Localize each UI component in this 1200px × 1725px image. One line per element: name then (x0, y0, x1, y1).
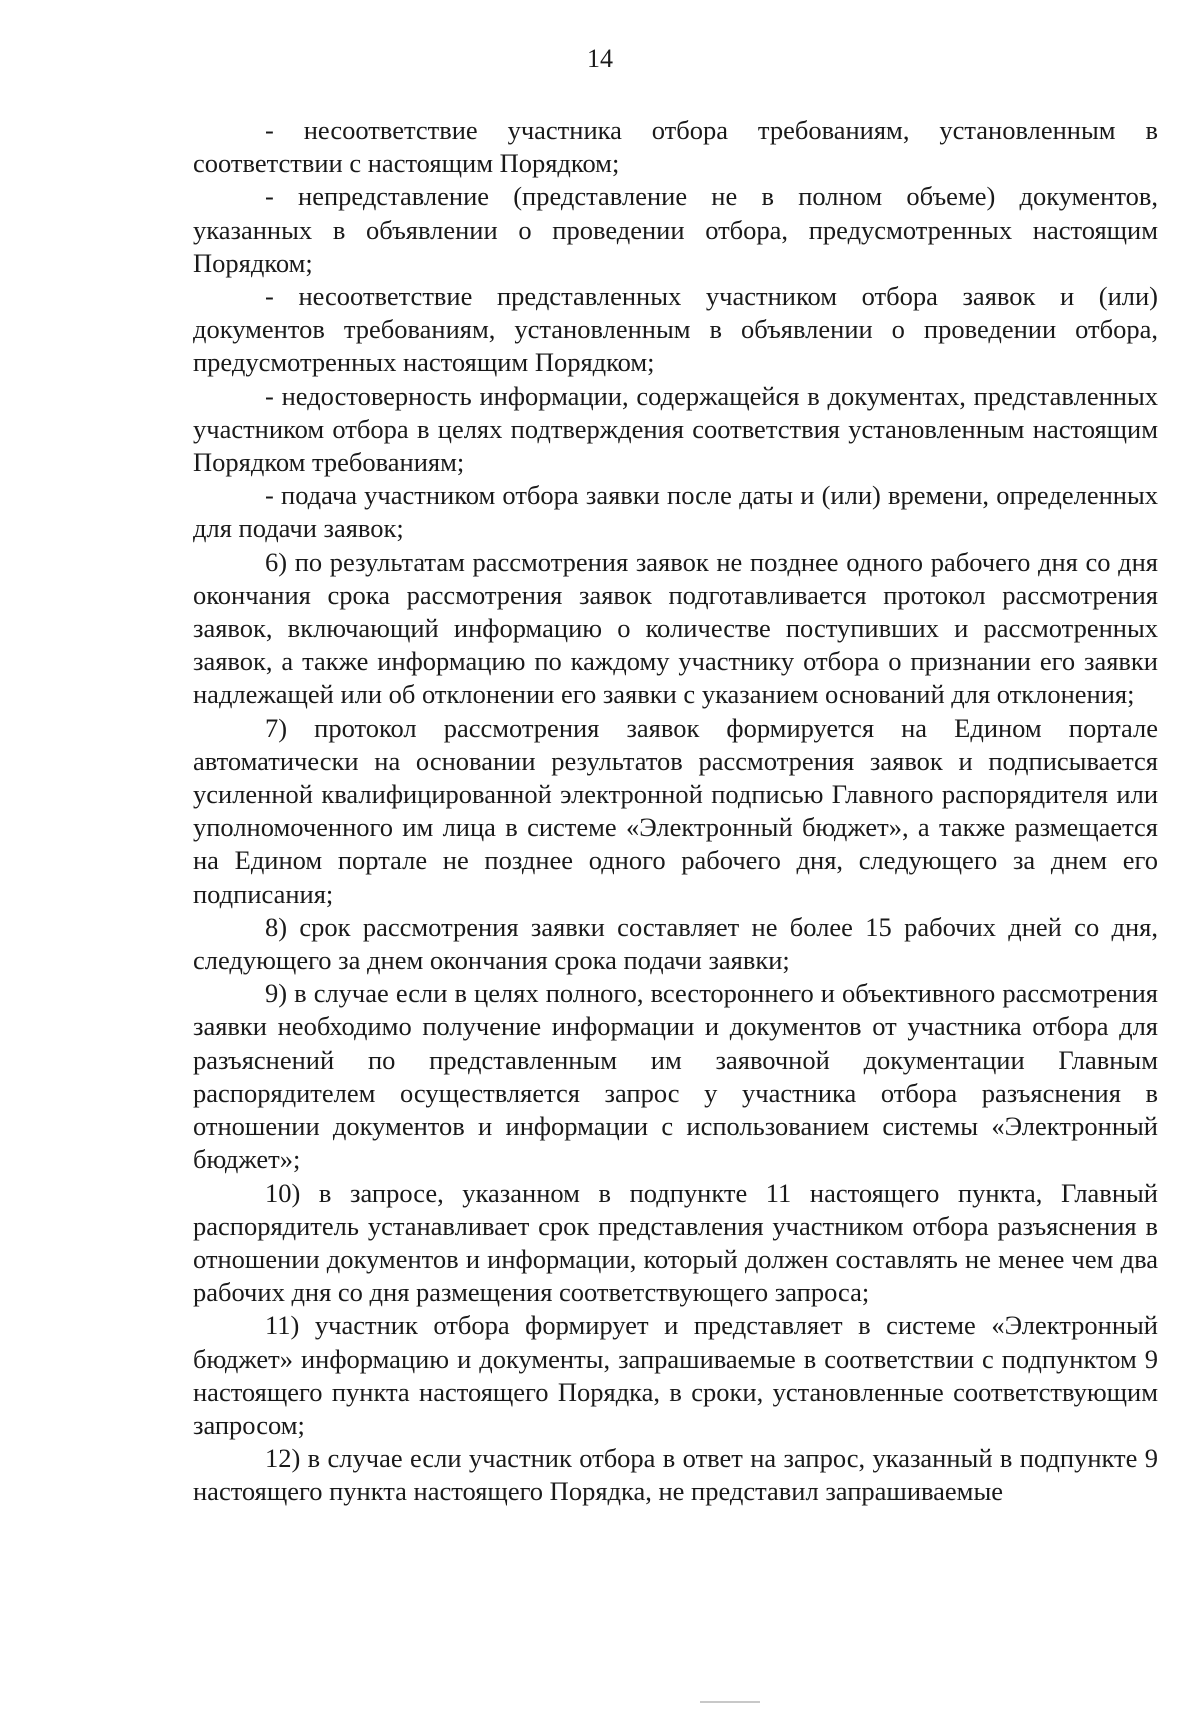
scan-artifact (700, 1701, 760, 1703)
page-number: 14 (587, 44, 613, 73)
paragraph-clause-7: 7) протокол рассмотрения заявок формируется на Едином портале автоматически на основании результатов рассмотрения заявок и подписывается усиленной квалифицированной электронной подписью Главного распорядителя или уполномоченного им лица в системе «Электронный бюджет», а также размещается на Едином портале не позднее одного рабочего дня, следующего за днем его подписания; (193, 712, 1158, 909)
paragraph-item-mismatch-participant: - несоответствие участника отбора требованиям, установленным в соответствии с настоящим Порядком; (193, 115, 1158, 179)
paragraph-clause-11: 11) участник отбора формирует и представляет в системе «Электронный бюджет» информацию и документы, запрашиваемые в соответствии с подпунктом 9 настоящего пункта настоящего Порядка, в сроки, установленные соответствующим запросом; (193, 1310, 1158, 1440)
paragraph-item-non-submission: - непредставление (представление не в полном объеме) документов, указанных в объявлении о проведении отбора, предусмотренных настоящим Порядком; (193, 181, 1158, 278)
paragraph-clause-8: 8) срок рассмотрения заявки составляет не более 15 рабочих дней со дня, следующего за днем окончания срока подачи заявки; (193, 911, 1158, 976)
paragraph-clause-10: 10) в запросе, указанном в подпункте 11 настоящего пункта, Главный распорядитель устанавливает срок представления участником отбора разъяснения в отношении документов и информации, который должен составлять не менее чем два рабочих дня со дня размещения соответствующего запроса; (193, 1177, 1158, 1308)
paragraph-clause-6: 6) по результатам рассмотрения заявок не позднее одного рабочего дня со дня окончания срока рассмотрения заявок подготавливается протокол рассмотрения заявок, включающий информацию о количестве поступивших и рассмотренных заявок, а также информацию по каждому участнику отбора о признании его заявки надлежащей или об отклонении его заявки с указанием оснований для отклонения; (193, 546, 1158, 710)
document-body (193, 114, 1158, 1509)
paragraph-item-unreliable-info: - недостоверность информации, содержащейся в документах, представленных участником отбора в целях подтверждения соответствия установленным настоящим Порядком требованиям; (193, 380, 1158, 478)
paragraph-item-mismatch-documents: - несоответствие представленных участником отбора заявок и (или) документов требованиям, установленным в объявлении о проведении отбора, предусмотренных настоящим Порядком; (193, 281, 1158, 378)
paragraph-clause-12: 12) в случае если участник отбора в ответ на запрос, указанный в подпункте 9 настоящего пункта настоящего Порядка, не представил запрашиваемые (193, 1443, 1158, 1507)
paragraph-item-late-submission: - подача участником отбора заявки после даты и (или) времени, определенных для подачи заявок; (193, 480, 1158, 544)
paragraph-clause-9: 9) в случае если в целях полного, всестороннего и объективного рассмотрения заявки необходимо получение информации и документов от участника отбора для разъяснений по представленным им заявочной документации Главным распорядителем осуществляется запрос у участника отбора разъяснения в отношении документов и информации с использованием системы «Электронный бюджет»; (193, 978, 1158, 1175)
